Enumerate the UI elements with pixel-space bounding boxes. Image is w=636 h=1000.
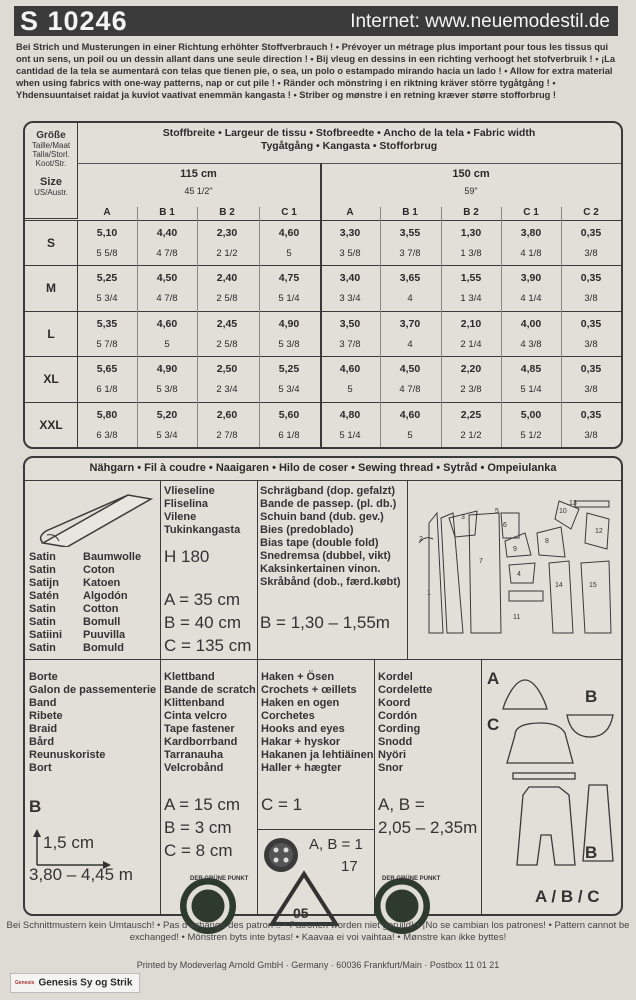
column-header-6: B 2 (463, 207, 479, 218)
meters-cell: 4,50 (156, 272, 178, 285)
size-header (25, 123, 78, 219)
table-row (25, 311, 621, 357)
column-header-0: A (103, 207, 111, 218)
garment-views-drawing (481, 659, 621, 879)
meters-cell: 5,80 (96, 408, 118, 421)
meters-cell: 0,35 (580, 272, 602, 285)
yards-cell: 5 (164, 338, 170, 350)
thread-satin-list: Satin Satin Satijn Satén Satin Satin Satiini Satin (29, 551, 63, 654)
shop-badge (10, 973, 140, 993)
column-divider (501, 207, 502, 447)
piece-9-label: 9 (513, 546, 517, 553)
meters-cell: 5,35 (96, 317, 118, 330)
piece-2-label: 2 (419, 536, 423, 543)
piece-5-label: 5 (495, 508, 499, 515)
piece-13-label: 13 (569, 500, 577, 507)
meters-cell: 3,80 (520, 227, 542, 239)
hooks-label: Haken + Ösen Crochets + œillets Haken en ogen Corchetes Hooks and eyes Hakar + hyskor Hakanen ja lehtiäinen Haller + hægter (261, 671, 374, 774)
meters-cell: 1,30 (460, 227, 482, 239)
piece-4-label: 4 (517, 571, 521, 578)
interfacing-code: H 180 (164, 547, 210, 566)
meters-cell: 2,25 (460, 408, 482, 421)
column-header-1: B 1 (159, 207, 175, 218)
size-cell: M (25, 266, 78, 311)
width-115: 115 cm (180, 168, 217, 180)
width-150: 150 cm (452, 168, 490, 180)
bias-tape-amount: B = 1,30 – 1,55m (260, 613, 390, 632)
piece-8-label: 8 (545, 538, 549, 545)
thread-cell (25, 481, 161, 660)
yards-cell: 2 5/8 (216, 338, 238, 350)
yards-cell: 4 7/8 (156, 293, 178, 305)
piece-15-label: 15 (589, 582, 597, 589)
no-exchange-note: Bei Schnittmustern kein Umtausch! • Pas d'échange des patron !! • Patronen worden niet geruild! • ¡No se cambian los patrones! • Pattern cannot be exchanged! • Mönstren byts inte bytas! • Kaavaa ei voi vaihtaa! • Mønstre kan ikke byttes! (6, 920, 630, 943)
size-label-es: Talla/Storl. (32, 150, 70, 159)
meters-cell: 4,60 (278, 227, 300, 239)
buttons-amount: A, B = 1 (309, 836, 363, 853)
meters-cell: 5,25 (96, 272, 118, 285)
yards-cell: 3/8 (584, 338, 598, 350)
yards-cell: 2 1/2 (216, 248, 238, 259)
meters-cell: 4,80 (339, 408, 361, 421)
shop-badge-logo: Genesis (15, 980, 35, 986)
table-row (25, 265, 621, 311)
yards-cell: 3/8 (584, 429, 598, 441)
website-url[interactable]: Internet: www.neuemodestil.de (350, 11, 610, 32)
size-label-fr: Taille/Maat (31, 141, 71, 150)
meters-cell: 0,35 (580, 408, 602, 421)
braid-length: 3,80 – 4,45 m (29, 865, 133, 884)
thread-spool-icon (33, 485, 153, 547)
braid-width: 1,5 cm (43, 833, 95, 852)
seal-2-text: 05 (293, 905, 309, 921)
bias-tape-label: Schrägband (dop. gefalzt) Bande de passep. (pl. db.) Schuin band (dub. gev.) Bies (predoblado) Bias tape (double fold) Snedremsa (dubbel, vikt) Kaksinkertainen vinon. Skråbånd (dob., færd.købt) (260, 485, 401, 588)
size-cell: XL (25, 357, 78, 402)
yards-cell: 5 (286, 248, 292, 259)
size-cell: XXL (25, 403, 78, 448)
yards-cell: 5 7/8 (96, 338, 118, 350)
meters-cell: 3,70 (399, 317, 421, 330)
meters-cell: 3,90 (520, 272, 542, 285)
printer-info: Printed by Modeverlag Arnold GmbH · Germany · 60036 Frankfurt/Main · Postbox 11 01 21 (136, 960, 500, 970)
yards-cell: 6 3/8 (96, 429, 118, 441)
cord-label: Kordel Cordelette Koord Cordón Cording Snodd Nyöri Snor (378, 671, 433, 774)
meters-cell: 2,10 (460, 317, 482, 330)
yards-cell: 4 7/8 (399, 384, 421, 396)
yards-cell: 3 7/8 (399, 248, 421, 259)
meters-cell: 4,60 (399, 408, 421, 421)
yards-cell: 3/8 (584, 293, 598, 305)
yards-cell: 2 7/8 (216, 429, 238, 441)
braid-cell (25, 659, 161, 915)
header-bar (14, 6, 618, 36)
meters-cell: 5,60 (278, 408, 300, 421)
table-row (25, 356, 621, 402)
yards-cell: 5 1/4 (520, 384, 542, 396)
meters-cell: 0,35 (580, 317, 602, 330)
meters-cell: 2,30 (216, 227, 238, 239)
column-divider (197, 207, 198, 447)
pattern-number: S 10246 (20, 6, 128, 36)
size-label: Größe (36, 130, 66, 141)
interfacing-cell (160, 481, 258, 660)
yards-cell: 6 1/8 (96, 384, 118, 396)
column-header-5: B 1 (402, 207, 418, 218)
meters-cell: 2,50 (216, 363, 238, 376)
meters-cell: 3,65 (399, 272, 421, 285)
meters-cell: 0,35 (580, 363, 602, 376)
meters-cell: 5,20 (156, 408, 178, 421)
meters-cell: 4,90 (278, 317, 300, 330)
seal-3-text: DER GRÜNE PUNKT (382, 876, 441, 882)
size-label-us: US/Austr. (34, 188, 68, 197)
column-header-8: C 2 (583, 207, 599, 218)
meters-cell: 5,65 (96, 363, 118, 376)
yards-cell: 5 3/8 (278, 338, 300, 350)
yards-cell: 6 1/8 (278, 429, 300, 441)
meters-cell: 4,60 (339, 363, 361, 376)
yards-cell: 5 1/4 (339, 429, 361, 441)
yards-cell: 2 3/4 (216, 384, 238, 396)
yards-cell: 4 7/8 (156, 248, 178, 259)
meters-cell: 2,40 (216, 272, 238, 285)
yards-cell: 3/8 (584, 384, 598, 396)
fabric-requirements-table (23, 121, 623, 449)
view-column-headers (77, 207, 621, 219)
meters-cell: 3,40 (339, 272, 361, 285)
shop-badge-name: Genesis Sy og Strik (38, 977, 133, 989)
heading-divider (77, 163, 621, 164)
yards-cell: 5 5/8 (96, 248, 118, 259)
meters-cell: 4,90 (156, 363, 178, 376)
recycle-seal-05 (272, 874, 336, 924)
hooks-cell (257, 659, 375, 830)
column-header-2: B 2 (219, 207, 235, 218)
yards-cell: 5 1/2 (520, 429, 542, 441)
hooks-amount: C = 1 (261, 795, 303, 814)
column-header-4: A (346, 207, 354, 218)
meters-cell: 5,25 (278, 363, 300, 376)
yards-cell: 4 (407, 338, 413, 350)
meters-cell: 3,30 (339, 227, 361, 239)
velcro-amounts: A = 15 cm B = 3 cm C = 8 cm (164, 795, 241, 860)
button-size: 17 (341, 858, 358, 875)
piece-14-label: 14 (555, 582, 563, 589)
cord-amount: A, B = 2,05 – 2,35m (378, 795, 478, 837)
size-cell: S (25, 221, 78, 266)
meters-cell: 3,50 (339, 317, 361, 330)
pattern-pieces-diagram (409, 483, 619, 655)
meters-cell: 2,60 (216, 408, 238, 421)
piece-10-label: 10 (559, 508, 567, 515)
column-divider (137, 207, 138, 447)
fabric-width-line1: Stoffbreite • Largeur de tissu • Stofbreedte • Ancho de la tela • Fabric width (162, 127, 536, 139)
yards-cell: 1 3/4 (460, 293, 482, 305)
piece-1-label: 1 (427, 590, 431, 597)
yards-cell: 2 1/2 (460, 429, 482, 441)
piece-7-label: 7 (479, 558, 483, 565)
yards-cell: 4 (407, 293, 413, 305)
view-b-label: B (585, 687, 598, 706)
yards-cell: 4 1/8 (520, 248, 542, 259)
sewing-thread-title: Nähgarn • Fil à coudre • Naaigaren • Hilo de coser • Sewing thread • Sytråd • Ompeiulanka (25, 458, 621, 481)
yards-cell: 5 (347, 384, 353, 396)
column-header-3: C 1 (281, 207, 297, 218)
meters-cell: 5,00 (520, 408, 542, 421)
table-row (25, 220, 621, 266)
meters-cell: 4,60 (156, 317, 178, 330)
meters-cell: 2,45 (216, 317, 238, 330)
velcro-label: Klettband Bande de scratch Klittenband Cinta velcro Tape fastener Kardborrband Tarranauha Velcrobånd (164, 671, 256, 774)
meters-cell: 0,35 (580, 227, 602, 239)
size-cell: L (25, 312, 78, 357)
yards-cell: 4 3/8 (520, 338, 542, 350)
meters-cell: 4,40 (156, 227, 178, 239)
yards-cell: 1 3/8 (460, 248, 482, 259)
yards-cell: 5 3/8 (156, 384, 178, 396)
meters-cell: 4,85 (520, 363, 542, 376)
meters-cell: 5,10 (96, 227, 118, 239)
interfacing-label: Vlieseline Fliselina Vilene Tukinkangasta (164, 485, 241, 536)
meters-cell: 4,00 (520, 317, 542, 330)
meters-cell: 2,20 (460, 363, 482, 376)
yards-cell: 5 3/4 (278, 384, 300, 396)
yards-cell: 3/8 (584, 248, 598, 259)
width-115-inches: 45 1/2" (184, 186, 213, 196)
column-divider (441, 207, 442, 447)
meters-cell: 3,55 (399, 227, 421, 239)
column-header-7: C 1 (523, 207, 539, 218)
braid-label: Borte Galon de passementerie Band Ribete Braid Bård Reunuskoriste Bort (29, 671, 157, 774)
yards-cell: 2 1/4 (460, 338, 482, 350)
view-abc-label: A / B / C (535, 887, 600, 906)
yards-cell: 2 5/8 (216, 293, 238, 305)
fabric-width-heading (77, 127, 621, 153)
column-divider (561, 207, 562, 447)
column-divider (380, 207, 381, 447)
view-c-label: C (487, 715, 500, 734)
braid-view: B (29, 797, 42, 816)
view-a-label: A (487, 669, 500, 688)
meters-cell: 4,75 (278, 272, 300, 285)
view-b2-label: B (585, 843, 598, 862)
column-divider (259, 207, 260, 447)
piece-12-label: 12 (595, 528, 603, 535)
notions-section (23, 456, 623, 916)
yards-cell: 4 1/4 (520, 293, 542, 305)
yards-cell: 5 1/4 (278, 293, 300, 305)
yards-cell: 5 3/4 (96, 293, 118, 305)
one-way-fabric-note: Bei Strich und Musterungen in einer Richtung erhöhter Stoffverbrauch ! • Prévoyer un métrage plus important pour tous les tissus qui ont un sens, un poil ou un dessin allant dans une seule direction ! • Bij vleug en dessins in een richting verhoogt het stofverbruik ! • ¡La cantidad de la tela se aumentará con telas que tienen pie, o sea, un polo o estampado mirando hacia un lado ! • Allow for extra material when using fabrics with one-way patterns, nap or cut pile ! • Ränder och mönstring i en riktning kräver större tygåtgång ! • Yhdensuuntaiset raidat ja kuviot vaativat enemmän kangasta ! • Striber og mønstre i en retning kræver større stofforbrug ! (16, 42, 616, 100)
width-150-inches: 59" (464, 186, 478, 196)
piece-11-label: 11 (513, 614, 521, 621)
piece-3-label: 3 (461, 514, 465, 521)
yards-cell: 5 (407, 429, 413, 441)
bias-tape-cell (257, 481, 408, 660)
yards-cell: 3 3/4 (339, 293, 361, 305)
yards-cell: 3 5/8 (339, 248, 361, 259)
table-row (25, 402, 621, 448)
seal-1-text: DER GRÜNE PUNKT (190, 876, 249, 882)
yards-cell: 3 7/8 (339, 338, 361, 350)
pattern-pieces-cell (407, 481, 621, 660)
size-label-fi: Koot/Str. (35, 159, 67, 168)
piece-6-label: 6 (503, 522, 507, 529)
yards-cell: 2 3/8 (460, 384, 482, 396)
meters-cell: 4,50 (399, 363, 421, 376)
fabric-width-line2: Tygåtgång • Kangasta • Stofforbrug (260, 140, 438, 152)
size-label-en: Size (39, 176, 62, 188)
yards-cell: 5 3/4 (156, 429, 178, 441)
thread-cotton-list: Baumwolle Coton Katoen Algodón Cotton Bomull Puuvilla Bomuld (83, 551, 142, 654)
interfacing-amounts: A = 35 cm B = 40 cm C = 135 cm (164, 590, 252, 655)
meters-cell: 1,55 (460, 272, 482, 285)
